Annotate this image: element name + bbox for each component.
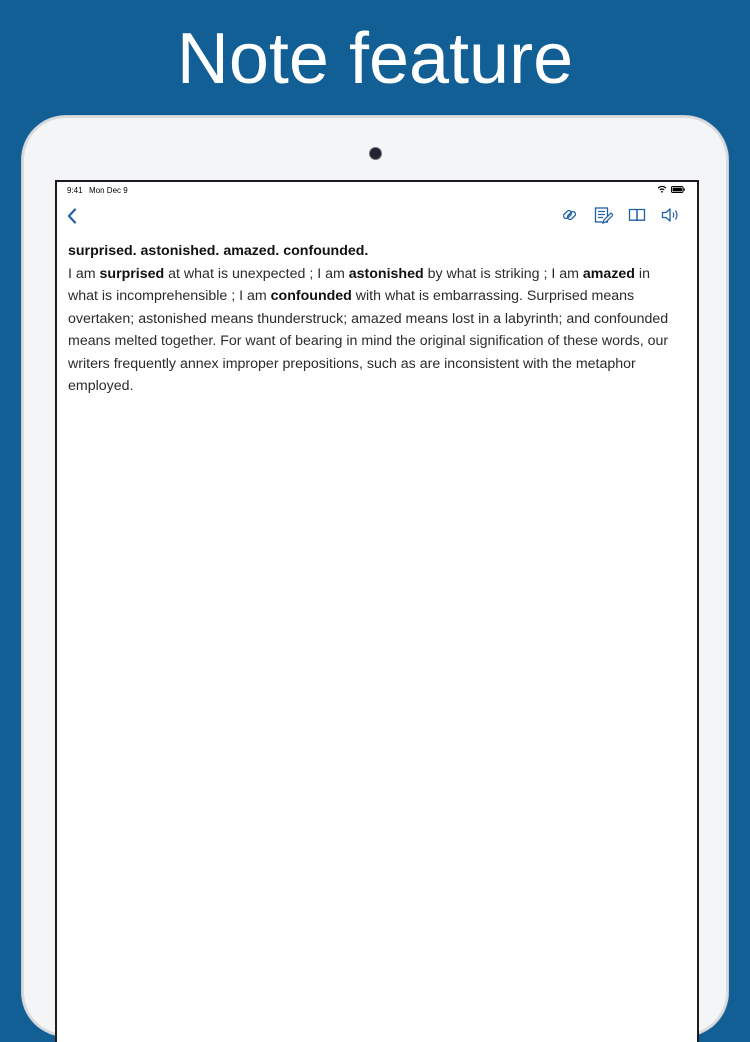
chevron-left-icon [67, 208, 77, 224]
tablet-frame [22, 116, 728, 1036]
definition-segment: in what is incomprehensible ; I am [68, 265, 650, 304]
definition-segment: at what is unexpected ; I am [164, 265, 349, 282]
battery-icon [671, 186, 685, 193]
entry-content [68, 240, 683, 398]
definition-keyword-amazed: amazed [582, 265, 635, 282]
definition-segment: by what is striking ; I am [423, 265, 583, 282]
navigation-bar [57, 200, 697, 234]
back-button[interactable] [61, 204, 87, 230]
status-date: Mon Dec 9 [89, 186, 128, 195]
book-button[interactable] [625, 203, 649, 227]
definition-keyword-surprised: surprised [99, 265, 165, 282]
note-button[interactable] [591, 203, 615, 227]
app-screen [55, 180, 699, 1042]
definition-keyword-astonished: astonished [348, 265, 424, 282]
book-icon [627, 205, 647, 225]
status-time: 9:41 [67, 186, 83, 195]
front-camera [370, 148, 381, 159]
entry-title: surprised. astonished. amazed. confounded. [68, 243, 369, 259]
link-icon [559, 205, 579, 225]
link-button[interactable] [557, 203, 581, 227]
definition-segment: with what is embarrassing. Surprised means overtaken; astonished means thunderstruck; amazed means lost in a labyrinth; and confounded means melted together. For want of bearing in mind the original signification of these words, our writers frequently annex improper prepositions, such as are inconsistent with the metaphor employed. [68, 288, 669, 394]
status-bar [57, 182, 697, 198]
speaker-icon [660, 205, 680, 225]
entry-definition [68, 266, 668, 395]
definition-keyword-confounded: confounded [270, 288, 352, 304]
note-icon [593, 205, 613, 225]
speaker-button[interactable] [658, 203, 682, 227]
wifi-icon [657, 185, 667, 193]
page-headline: Note feature [176, 19, 574, 99]
definition-segment: I am [68, 265, 100, 282]
